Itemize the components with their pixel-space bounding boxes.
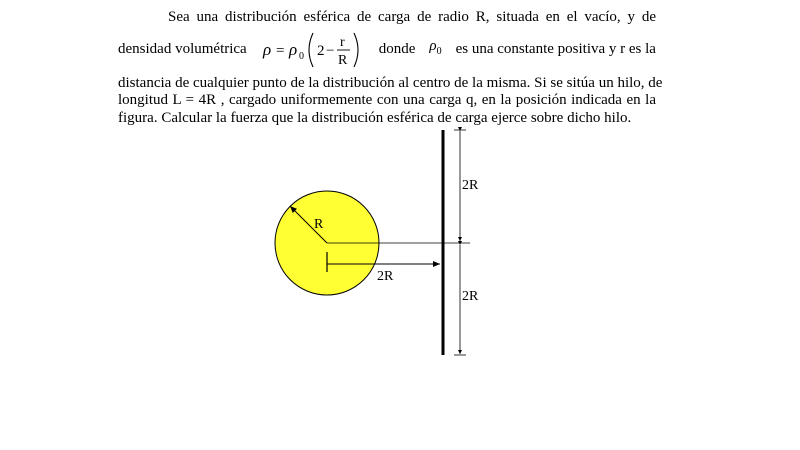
formula-denominator: R bbox=[337, 52, 348, 68]
rho0-subscript: 0 bbox=[436, 46, 442, 58]
distance-label: 2R bbox=[377, 269, 394, 284]
formula-minus: − bbox=[325, 42, 335, 59]
problem-line-4: longitud L = 4R , cargado uniformemente con una carga q, en la posición indicada en la bbox=[118, 92, 656, 108]
formula-two: 2 bbox=[316, 42, 325, 59]
donde-word: donde bbox=[378, 40, 416, 57]
upper-dimension-label: 2R bbox=[462, 178, 479, 193]
rho0-symbol: ρ bbox=[429, 38, 437, 55]
density-description: es una constante positiva y r es la bbox=[455, 40, 656, 57]
radius-label: R bbox=[314, 217, 324, 232]
formula-equals: = bbox=[275, 42, 285, 59]
formula-rho0: ρ bbox=[288, 39, 297, 59]
lower-dimension-label: 2R bbox=[462, 289, 479, 304]
density-label: densidad volumétrica bbox=[118, 40, 247, 57]
formula-numerator: r bbox=[339, 34, 345, 50]
formula-rho0-sub: 0 bbox=[298, 50, 304, 62]
problem-line-5: figura. Calcular la fuerza que la distribución esférica de carga ejerce sobre dicho hilo. bbox=[118, 109, 632, 126]
formula-rho: ρ bbox=[262, 39, 271, 59]
problem-line-1: Sea una distribución esférica de carga de radio R, situada en el vacío, y de bbox=[168, 9, 656, 25]
problem-line-3: distancia de cualquier punto de la distribución al centro de la misma. Si se sitúa un hilo, de bbox=[118, 74, 663, 91]
